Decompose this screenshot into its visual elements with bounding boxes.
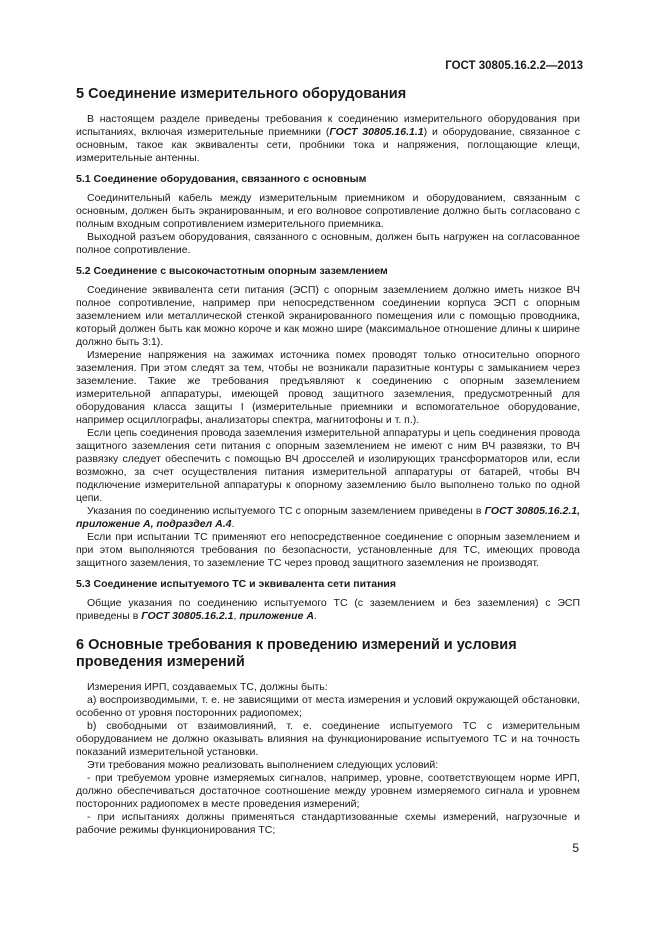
- s53-reference: ГОСТ 30805.16.2.1: [141, 610, 234, 622]
- paragraph: Выходной разъем оборудования, связанного с основным, должен быть нагружен на согласованное полное сопротивление.: [76, 231, 580, 256]
- paragraph: Если цепь соединения провода заземления измерительной аппаратуры и цепь соединения провода защитного заземления сети питания с опорным заземлением не имеют с ним ВЧ развязки, то ВЧ развязку следует обеспечить с помощью ВЧ дросселей и изолирующих трансформаторов или, если возможно, за счет осуществления питания измерительной аппаратуры от батарей, чтобы ВЧ подключение измерительной аппаратуры к опорному заземлению было выполнено только по одной цепи.: [76, 427, 580, 504]
- list-item: - при требуемом уровне измеряемых сигналов, например, уровне, соответствующем норме ИРП, должно обеспечиваться достаточное соотношение между уровнем измеряемого сигнала и уровнем посторонних радиопомех в месте проведения измерений;: [76, 772, 580, 810]
- p4-tail: .: [231, 518, 235, 530]
- section-5-intro: [76, 113, 580, 165]
- paragraph: Измерения ИРП, создаваемых ТС, должны быть:: [87, 681, 328, 693]
- paragraph: Соединение эквивалента сети питания (ЭСП) с опорным заземлением должно иметь низкое ВЧ полное сопротивление, например при непосредственном соединении корпуса ЭСП с опорным заземлением или металлической стенкой экранированного помещения или с помощью проводника, который должен быть как можно короче и как можно шире (максимальное отношение длины к ширине должно быть 3:1).: [76, 284, 580, 348]
- intro-reference: ГОСТ 30805.16.1.1: [329, 126, 424, 138]
- intro-text-2: ) и оборудование, связанное с основным, такое как эквиваленты сети, пробники тока и напряжения, поглощающие клещи, измерительные антенны.: [76, 126, 580, 164]
- intro-text-1: В настоящем разделе приведены требования к соединению измерительного оборудования при испытаниях, включая измерительные приемники (: [76, 113, 580, 138]
- paragraph: Измерение напряжения на зажимах источника помех проводят только относительно опорного заземления. При этом следят за тем, чтобы не возникали паразитные контуры с замыканием через заземление. Такие же требования предъявляют к соединению с опорным заземлением измерительной аппаратуры, имеющей провод защитного заземления, предусмотренный для оборудования класса защиты I (измерительные приемники и вспомогательное оборудование, например осциллографы, анализаторы спектра, магнитофоны и т. п.).: [76, 349, 580, 426]
- p4-reference: ГОСТ 30805.16.2.1, приложение А, подраздел А.4: [76, 505, 580, 530]
- section-5-title: 5 Соединение измерительного оборудования: [76, 86, 407, 102]
- s53-text-2: ,: [233, 610, 240, 622]
- s53-tail: .: [313, 610, 317, 622]
- paragraph: Соединительный кабель между измерительным приемником и оборудованием, связанным с основным, должен быть экранированным, и его волновое сопротивление должно быть согласовано с полным входным сопротивлением измерительного приемника.: [76, 192, 580, 230]
- section-5-1-title: 5.1 Соединение оборудования, связанного с основным: [76, 173, 367, 185]
- document-code: ГОСТ 30805.16.2.2—2013: [445, 60, 583, 72]
- paragraph: [76, 505, 580, 531]
- list-item: - при испытаниях должны применяться стандартизованные схемы измерений, нагрузочные и рабочие режимы функционирования ТС;: [76, 811, 580, 836]
- list-item: b) свободными от взаимовлияний, т. е. соединение испытуемого ТС с измерительным оборудованием не должно оказывать влияния на функционирование испытуемого ТС и на точность показаний измерительной установки.: [76, 720, 580, 758]
- section-5-2-title: 5.2 Соединение с высокочастотным опорным заземлением: [76, 265, 388, 277]
- page-body: [76, 86, 580, 837]
- page-number: 5: [572, 841, 579, 855]
- section-5-3-title: 5.3 Соединение испытуемого ТС и эквивалента сети питания: [76, 578, 396, 590]
- paragraph: [76, 597, 580, 623]
- s53-reference-2: приложение А: [239, 610, 314, 622]
- list-item: а) воспроизводимыми, т. е. не зависящими от места измерения и условий окружающей обстановки, особенно от уровня посторонних радиопомех;: [76, 694, 580, 719]
- section-6-title: 6 Основные требования к проведению измерений и условия проведения измерений: [76, 637, 517, 670]
- paragraph: Если при испытании ТС применяют его непосредственное соединение с опорным заземлением и при этом выполняются требования по безопасности, установленные для ТС, имеющих провода защитного заземления, то заземление ТС через провод защитного заземления не производят.: [76, 531, 580, 569]
- paragraph: Эти требования можно реализовать выполнением следующих условий:: [87, 759, 439, 771]
- s53-text-1: Общие указания по соединению испытуемого ТС (с заземлением и без заземления) с ЭСП приведены в: [76, 597, 580, 622]
- p4-text: Указания по соединению испытуемого ТС с опорным заземлением приведены в: [87, 505, 485, 517]
